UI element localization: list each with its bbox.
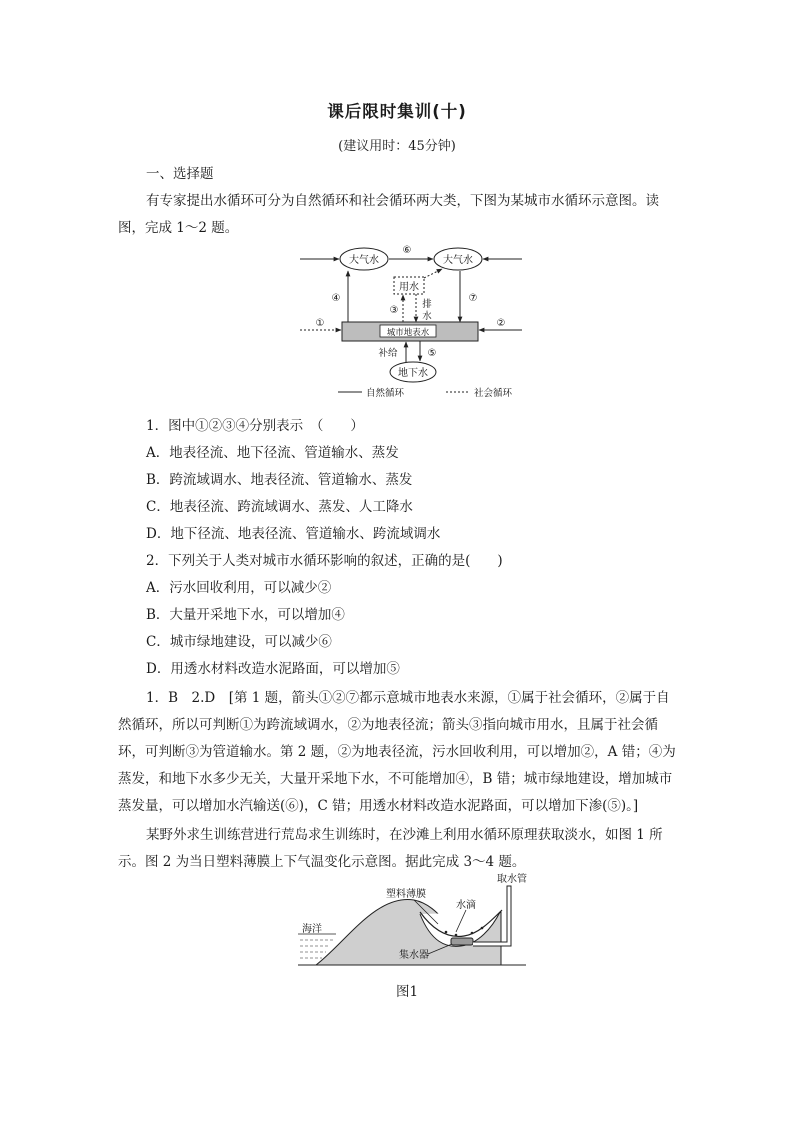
ocean-label: 海洋 [302,924,322,935]
intro-text-line: 某野外求生训练营进行荒岛求生训练时，在沙滩上利用水循环原理获取淡水，如图 1 所 [146,827,663,843]
question-2-option-b: B．大量开采地下水，可以增加④ [146,607,345,623]
page-subtitle: (建议用时：45分钟) [338,139,456,154]
legend-social-label: 社会循环 [474,388,513,399]
label-2: ② [496,318,506,329]
question-2-stem: 2．下列关于人类对城市水循环影响的叙述，正确的是( ) [146,553,503,569]
water-cycle-diagram [296,240,526,405]
question-2-option-a: A．污水回收利用，可以减少② [146,580,332,596]
water-collector [451,938,473,945]
film-label: 塑料薄膜 [386,889,426,900]
label-7: ⑦ [468,293,478,304]
droplet-label: 水滴 [456,900,476,911]
question-2-option-d: D．用透水材料改造水泥路面，可以增加⑤ [146,661,400,677]
question-1-option-b: B．跨流域调水、地表径流、管道输水、蒸发 [146,472,413,488]
intro-text-line: 示。图 2 为当日塑料薄膜上下气温变化示意图。据此完成 3～4 题。 [118,854,526,870]
label-6: ⑥ [402,245,412,256]
legend-natural-label: 自然循环 [366,388,405,399]
answer-line: 蒸发量，可以增加水汽输送(⑥)，C 错；用透水材料改造水泥路面，可以增加下渗(⑤)。] [118,798,639,814]
label-3: ③ [389,305,399,316]
answer-line: 1．B 2.D [第 1 题，箭头①②⑦都示意城市地表水来源，①属于社会循环，②属于自 [146,690,670,706]
intro-text-line: 图，完成 1～2 题。 [118,220,239,236]
question-1-option-c: C．地表径流、跨流域调水、蒸发、人工降水 [146,499,413,515]
drain-label-bottom: 水 [422,311,432,322]
water-use-label: 用水 [399,282,419,293]
question-2-option-c: C．城市绿地建设，可以减少⑥ [146,634,332,650]
question-1-option-a: A．地表径流、地下径流、管道输水、蒸发 [146,445,399,461]
atmosphere-label-right: 大气水 [443,255,473,266]
answer-line: 然循环，所以可判断①为跨流域调水，②为地表径流；箭头③指向城市用水，且属于社会循 [118,717,658,733]
pipe-label: 取水管 [497,874,527,885]
intro-text-line: 有专家提出水循环可分为自然循环和社会循环两大类，下图为某城市水循环示意图。读 [146,193,659,209]
use-to-atmosphere-arrow [424,269,442,278]
figure-caption: 图1 [396,984,419,1000]
label-5: ⑤ [427,348,437,359]
question-1-stem: 1．图中①②③④分别表示 （ ） [146,418,364,434]
collector-label: 集水器 [399,950,429,961]
page-title: 课后限时集训(十) [327,102,467,121]
label-4: ④ [331,293,341,304]
label-1: ① [315,318,325,329]
solar-still-diagram [296,872,531,972]
atmosphere-label-left: 大气水 [349,255,379,266]
groundwater-label: 地下水 [398,368,428,379]
section-heading: 一、选择题 [146,166,214,182]
drain-label-top: 排 [422,299,432,310]
supply-label: 补给 [378,348,398,359]
question-1-option-d: D．地下径流、地表径流、管道输水、跨流域调水 [146,526,441,542]
answer-line: 环，可判断③为管道输水。第 2 题，②为地表径流，污水回收利用，可以增加②，A 错；④为 [118,744,676,760]
surface-label: 城市地表水 [386,328,430,338]
answer-line: 蒸发，和地下水多少无关，大量开采地下水，不可能增加④，B 错；城市绿地建设，增加城市 [118,771,673,787]
